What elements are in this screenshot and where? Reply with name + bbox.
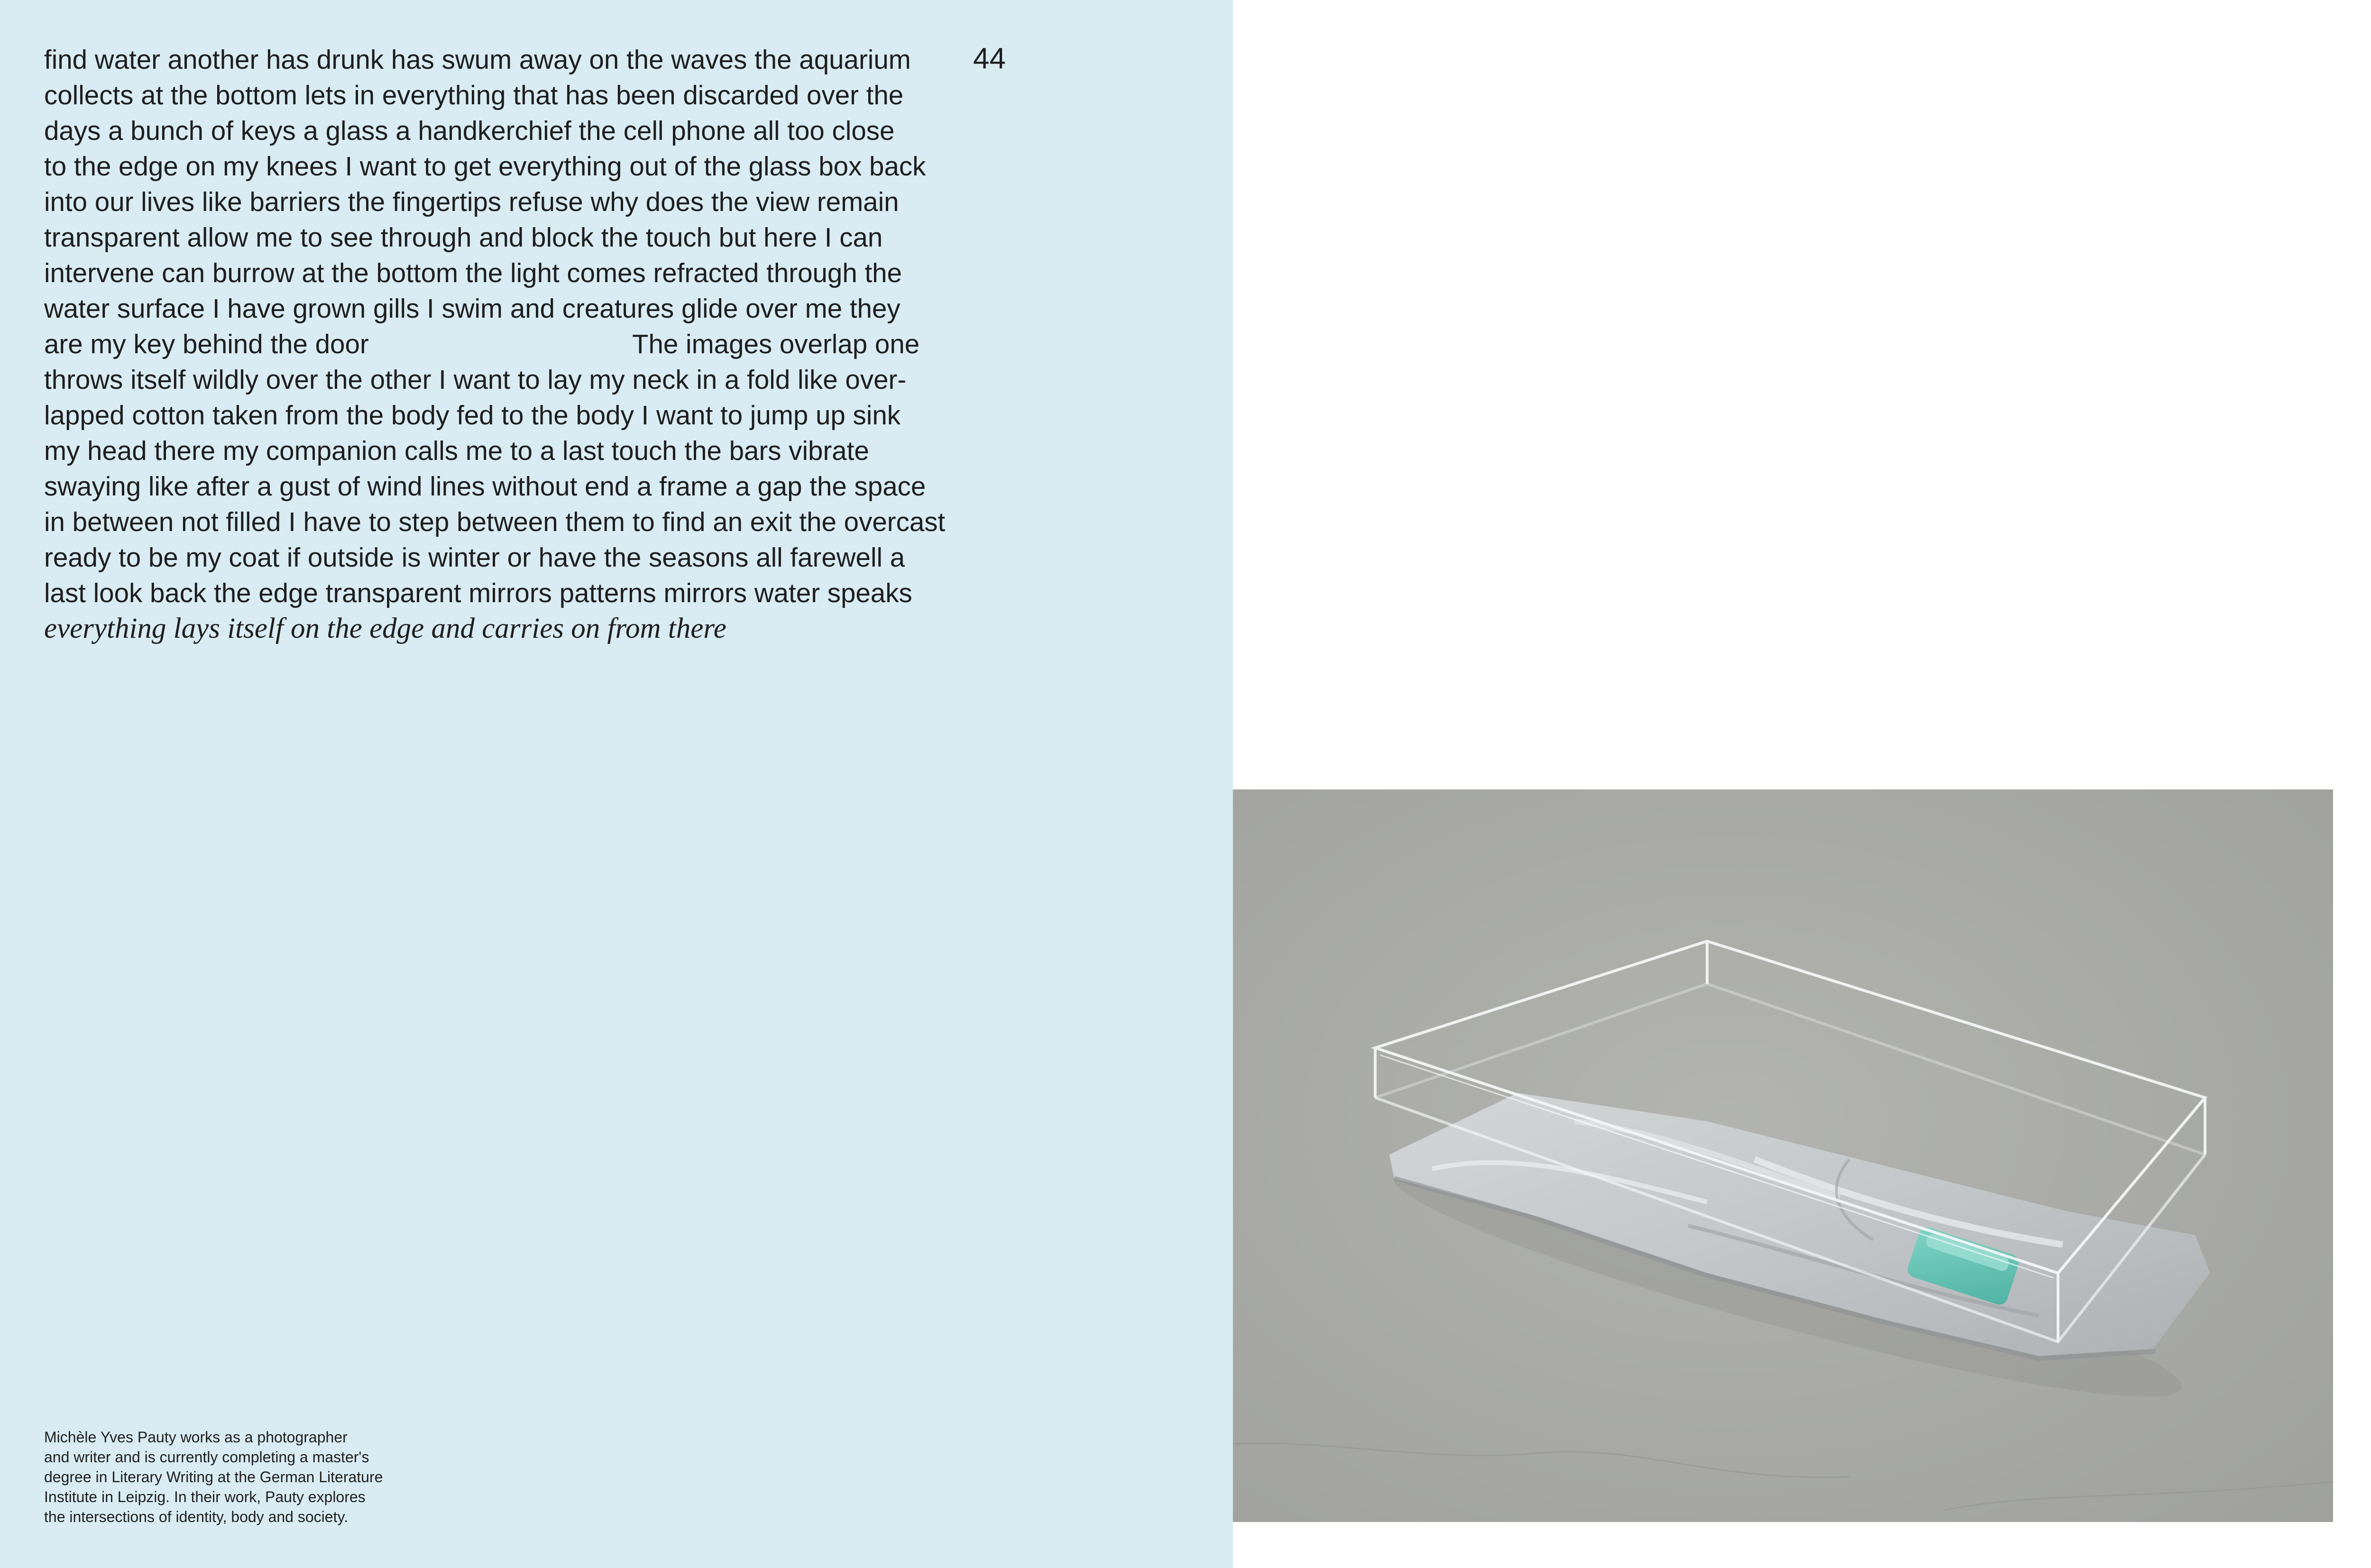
text-line: transparent allow me to see through and block the touch but here I can	[44, 222, 883, 252]
artwork-photo	[1233, 789, 2333, 1522]
bio-line: the intersections of identity, body and society.	[44, 1508, 348, 1525]
text-line: my head there my companion calls me to a last touch the bars vibrate	[44, 436, 869, 466]
text-line: in between not filled I have to step between them to find an exit the overcast	[44, 507, 946, 537]
text-line: intervene can burrow at the bottom the light comes refracted through the	[44, 258, 902, 288]
gap-line-first: are my key behind the door	[44, 329, 369, 359]
closing-line: everything lays itself on the edge and carries on from there	[44, 613, 726, 644]
text-line: to the edge on my knees I want to get everything out of the glass box back	[44, 151, 926, 181]
text-line: lapped cotton taken from the body fed to the body I want to jump up sink	[44, 400, 901, 430]
bio-line: degree in Literary Writing at the German Literature	[44, 1468, 383, 1485]
text-line: into our lives like barriers the fingertips refuse why does the view remain	[44, 187, 899, 217]
bio-line: Institute in Leipzig. In their work, Pauty explores	[44, 1488, 366, 1505]
bio-line: and writer and is currently completing a master's	[44, 1449, 369, 1466]
text-line: last look back the edge transparent mirrors patterns mirrors water speaks	[44, 578, 912, 608]
text-line: swaying like after a gust of wind lines without end a frame a gap the space	[44, 471, 926, 501]
gap-line-second: The images overlap one	[632, 329, 920, 359]
text-line: water surface I have grown gills I swim and creatures glide over me they	[44, 293, 901, 323]
text-line: ready to be my coat if outside is winter or have the seasons all farewell a	[44, 542, 905, 572]
text-line-with-gap	[44, 326, 928, 362]
text-line: collects at the bottom lets in everything that has been discarded over the	[44, 80, 904, 110]
author-bio	[44, 1427, 471, 1527]
text-line: throws itself wildly over the other I want to lay my neck in a fold like over-	[44, 365, 907, 394]
poem-text	[44, 42, 946, 646]
page-number-left: 44	[973, 42, 1006, 75]
text-line: days a bunch of keys a glass a handkerchief the cell phone all too close	[44, 116, 895, 146]
bio-line: Michèle Yves Pauty works as a photographer	[44, 1429, 348, 1446]
text-line: find water another has drunk has swum away on the waves the aquarium	[44, 45, 911, 74]
